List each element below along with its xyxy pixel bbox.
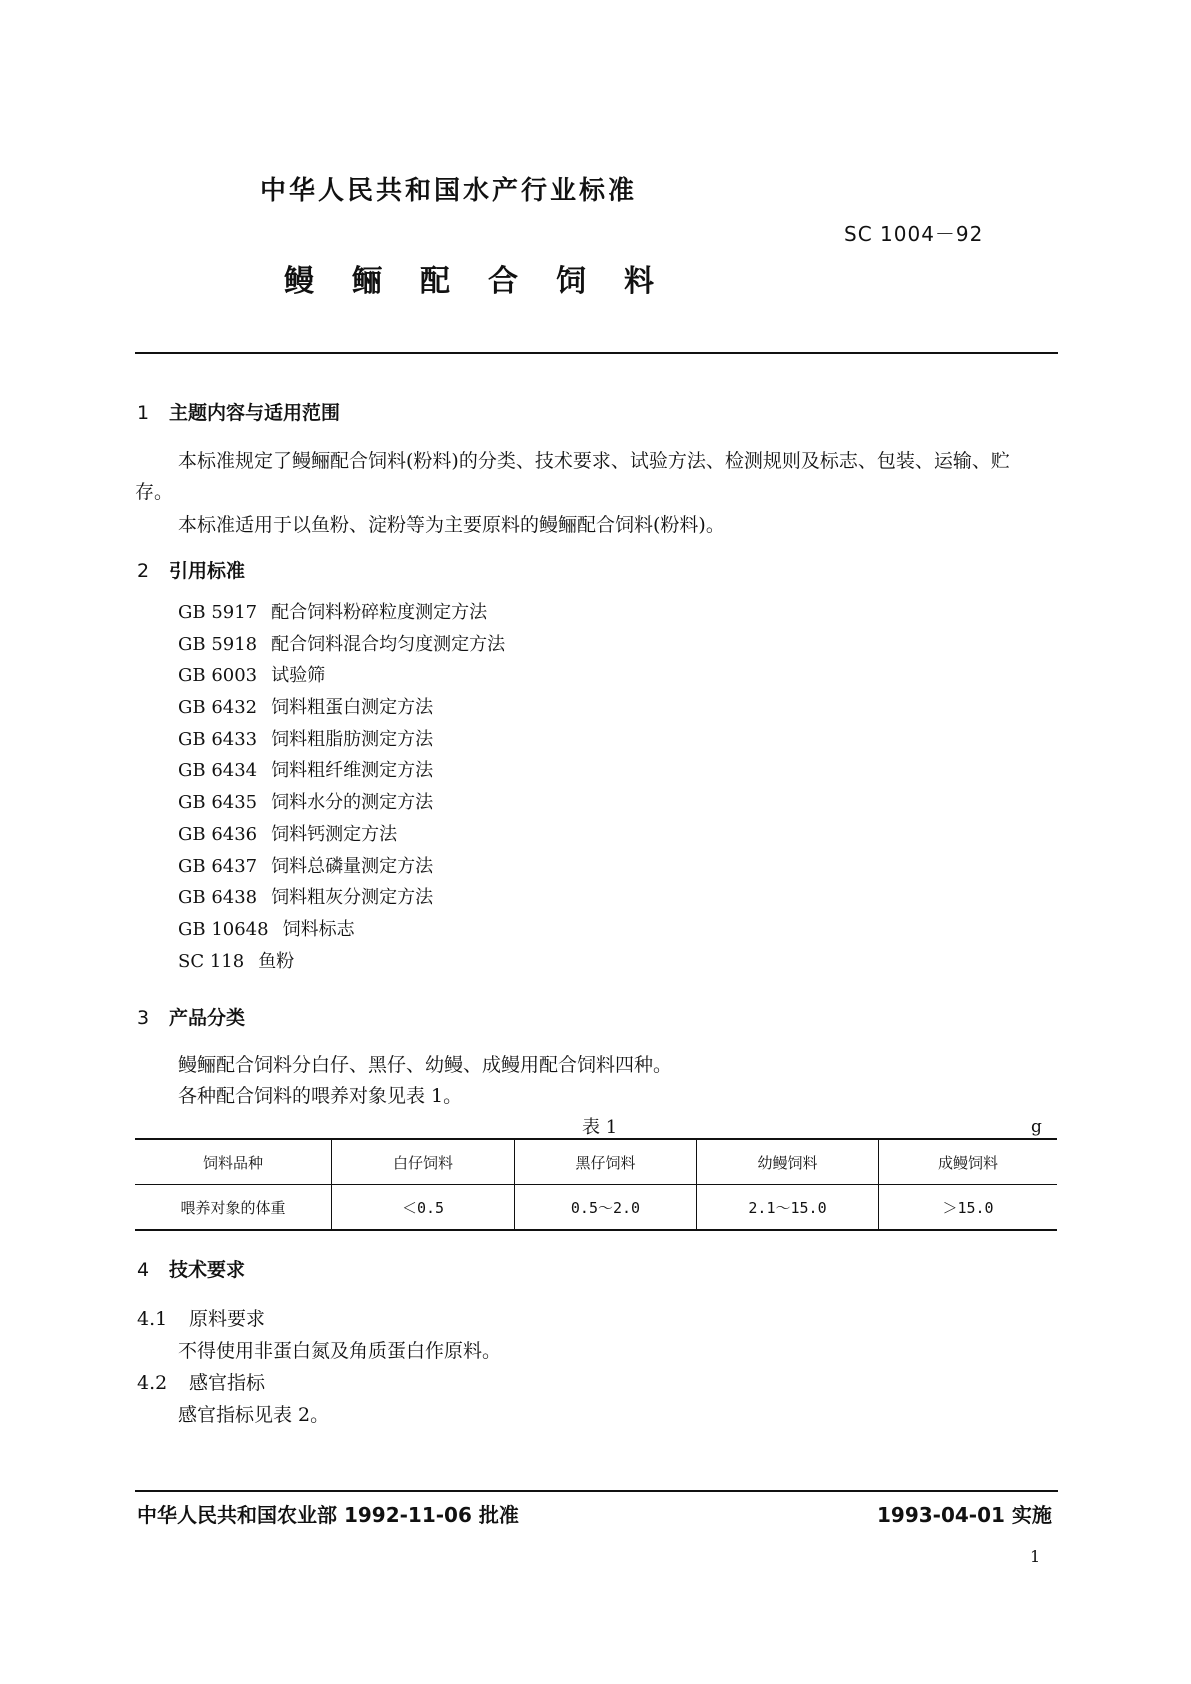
reference-item [178, 787, 505, 819]
reference-code: GB 6436 [178, 823, 258, 845]
section-3-paragraph-2: 各种配合饲料的喂养对象见表 1。 [178, 1085, 463, 1107]
reference-item [178, 914, 505, 946]
reference-name: 饲料总磷量测定方法 [271, 855, 434, 877]
reference-item [178, 724, 505, 756]
section-number: 3 [137, 1007, 150, 1029]
reference-item [178, 851, 505, 883]
reference-code: GB 10648 [178, 918, 269, 940]
reference-list [178, 597, 505, 977]
reference-name: 饲料粗纤维测定方法 [271, 760, 434, 782]
table-row [135, 1185, 1057, 1231]
table-header-cell: 饲料品种 [135, 1139, 332, 1185]
section-1-paragraph-2: 本标准适用于以鱼粉、淀粉等为主要原料的鳗鲡配合饲料(粉料)。 [178, 514, 725, 536]
reference-name: 鱼粉 [258, 950, 295, 972]
reference-item [178, 755, 505, 787]
reference-code: GB 6434 [178, 760, 258, 782]
section-number: 2 [137, 560, 150, 582]
reference-code: GB 6435 [178, 792, 258, 814]
reference-item [178, 882, 505, 914]
reference-name: 饲料粗灰分测定方法 [271, 887, 434, 909]
reference-code: SC 118 [178, 950, 245, 972]
section-title: 主题内容与适用范围 [169, 402, 341, 424]
section-1-heading [137, 398, 340, 425]
subsection-number: 4.2 [137, 1372, 168, 1394]
reference-item [178, 597, 505, 629]
reference-code: GB 6003 [178, 665, 258, 687]
subsection-title: 原料要求 [189, 1308, 266, 1330]
reference-name: 饲料标志 [282, 918, 355, 940]
section-number: 1 [137, 402, 150, 424]
table-1-caption: 表 1 [582, 1117, 618, 1138]
reference-code: GB 5918 [178, 633, 258, 655]
table-header-cell: 白仔饲料 [332, 1139, 515, 1185]
table-header-row [135, 1139, 1057, 1185]
subsection-4-1-heading [137, 1304, 265, 1331]
table-1-unit: g [1031, 1117, 1042, 1137]
section-number: 4 [137, 1259, 150, 1281]
table-header-cell: 幼鳗饲料 [697, 1139, 879, 1185]
effective-date: 1993-04-01 实施 [877, 1503, 1052, 1527]
section-title: 产品分类 [169, 1007, 246, 1029]
section-2-heading [137, 556, 245, 583]
reference-code: GB 5917 [178, 602, 258, 623]
subsection-4-2-heading [137, 1368, 265, 1395]
section-1-paragraph-1-line-2: 存。 [135, 481, 174, 503]
subsection-title: 感官指标 [189, 1372, 266, 1394]
subsection-number: 4.1 [137, 1308, 168, 1330]
subsection-4-2-text: 感官指标见表 2。 [178, 1404, 330, 1426]
reference-item [178, 629, 505, 661]
table-header-cell: 成鳗饲料 [879, 1139, 1058, 1185]
table-cell: ＞15.0 [879, 1185, 1058, 1231]
reference-item [178, 819, 505, 851]
section-3-paragraph-1: 鳗鲡配合饲料分白仔、黑仔、幼鳗、成鳗用配合饲料四种。 [178, 1054, 673, 1076]
footer-divider [135, 1490, 1058, 1492]
section-3-heading [137, 1003, 245, 1030]
reference-item [178, 946, 505, 978]
header-divider [135, 352, 1058, 354]
section-title: 引用标准 [169, 560, 246, 582]
reference-name: 饲料粗脂肪测定方法 [271, 728, 434, 750]
reference-name: 试验筛 [271, 665, 326, 687]
subsection-4-1-text: 不得使用非蛋白氮及角质蛋白作原料。 [178, 1340, 502, 1362]
reference-item [178, 660, 505, 692]
document-title: 鳗鲡配合饲料 [284, 264, 692, 299]
reference-name: 配合饲料混合均匀度测定方法 [271, 633, 506, 655]
reference-code: GB 6437 [178, 855, 258, 877]
reference-item [178, 692, 505, 724]
table-cell: 0.5～2.0 [515, 1185, 697, 1231]
table-header-cell: 黑仔饲料 [515, 1139, 697, 1185]
reference-name: 配合饲料粉碎粒度测定方法 [271, 602, 488, 623]
reference-code: GB 6432 [178, 697, 258, 719]
reference-name: 饲料水分的测定方法 [271, 792, 434, 814]
section-4-heading [137, 1255, 245, 1282]
table-cell: 2.1～15.0 [697, 1185, 879, 1231]
reference-name: 饲料钙测定方法 [271, 823, 398, 845]
section-title: 技术要求 [169, 1259, 246, 1281]
table-cell: ＜0.5 [332, 1185, 515, 1231]
page-number: 1 [1030, 1547, 1041, 1566]
table-1 [135, 1138, 1057, 1231]
org-title: 中华人民共和国水产行业标准 [260, 176, 638, 206]
approval-statement: 中华人民共和国农业部 1992-11-06 批准 [137, 1503, 519, 1527]
table-cell: 喂养对象的体重 [135, 1185, 332, 1231]
reference-name: 饲料粗蛋白测定方法 [271, 697, 434, 719]
reference-code: GB 6433 [178, 728, 258, 750]
section-1-paragraph-1-line-1: 本标准规定了鳗鲡配合饲料(粉料)的分类、技术要求、试验方法、检测规则及标志、包装、运输、贮 [178, 450, 1010, 472]
reference-code: GB 6438 [178, 887, 258, 909]
standard-code: SC 1004－92 [844, 222, 984, 246]
